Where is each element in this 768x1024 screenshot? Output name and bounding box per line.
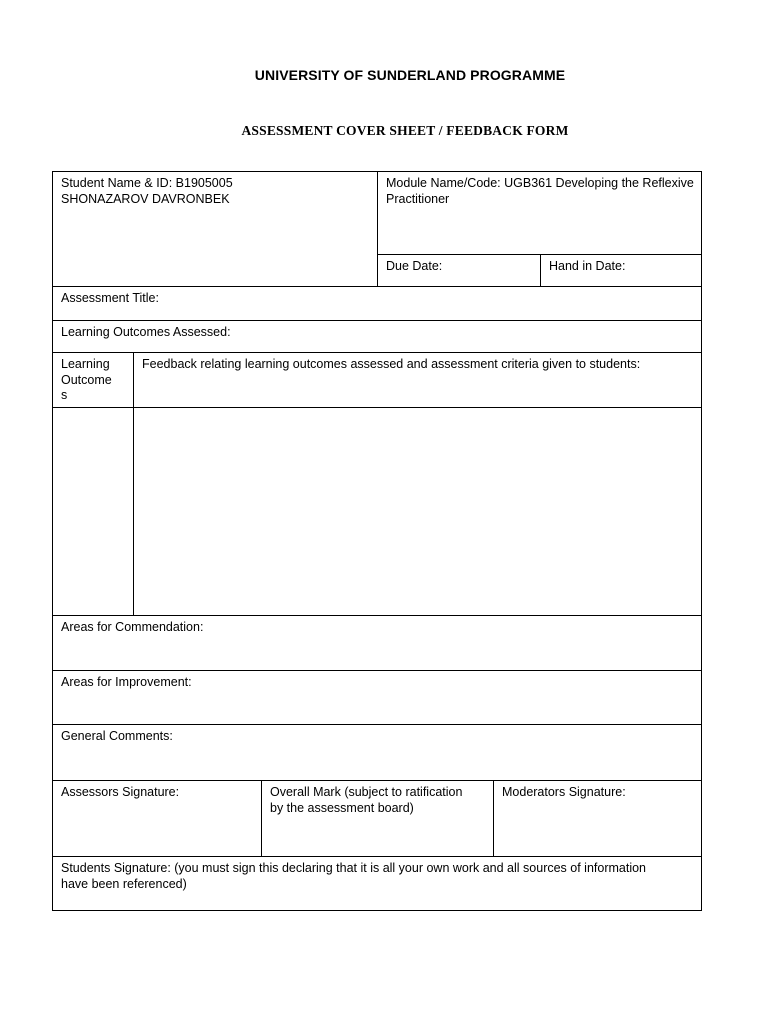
general-comments-label: General Comments: <box>61 729 173 743</box>
learning-outcomes-entry-cell[interactable] <box>53 408 133 615</box>
student-cell <box>53 172 377 286</box>
student-name: SHONAZAROV DAVRONBEK <box>61 191 230 206</box>
students-signature-label: Students Signature: (you must sign this declaring that it is all your own work and all sources of information have been referenced) <box>61 861 647 891</box>
areas-for-improvement-cell <box>53 671 702 724</box>
hand-in-date-cell <box>541 255 702 286</box>
areas-for-commendation-cell <box>53 616 702 670</box>
student-id: B1905005 <box>175 176 233 190</box>
areas-for-improvement-label: Areas for Improvement: <box>61 675 192 689</box>
feedback-label: Feedback relating learning outcomes assessed and assessment criteria given to students: <box>142 357 641 371</box>
due-date-cell <box>378 255 540 286</box>
document-subtitle: ASSESSMENT COVER SHEET / FEEDBACK FORM <box>241 123 569 138</box>
feedback-form-table <box>52 171 702 911</box>
learning-outcomes-assessed-label: Learning Outcomes Assessed: <box>61 325 231 339</box>
moderators-signature-cell <box>494 781 702 856</box>
overall-mark-cell <box>262 781 493 856</box>
overall-mark-label: Overall Mark (subject to ratification by the assessment board) <box>270 785 463 815</box>
assessors-signature-cell <box>53 781 261 856</box>
document-title: UNIVERSITY OF SUNDERLAND PROGRAMME <box>254 67 566 83</box>
due-date-label: Due Date: <box>386 259 443 273</box>
learning-outcomes-assessed-cell <box>53 321 702 352</box>
moderators-signature-label: Moderators Signature: <box>502 785 626 799</box>
module-label: Module Name/Code: <box>386 176 501 190</box>
general-comments-cell <box>53 725 702 780</box>
areas-for-commendation-label: Areas for Commendation: <box>61 620 204 634</box>
assessors-signature-label: Assessors Signature: <box>61 785 180 799</box>
feedback-entry-cell[interactable] <box>134 408 702 615</box>
feedback-header-cell <box>134 353 702 407</box>
learning-outcomes-label: Learning Outcomes <box>61 357 112 402</box>
learning-outcomes-header-cell <box>53 353 125 407</box>
hand-in-date-label: Hand in Date: <box>549 259 626 273</box>
assessment-title-label: Assessment Title: <box>61 291 159 305</box>
module-value: UGB361 Developing the Reflexive Practitioner <box>386 176 694 206</box>
student-label: Student Name & ID: <box>61 176 173 190</box>
assessment-title-cell <box>53 287 702 320</box>
students-signature-cell <box>53 857 702 911</box>
module-cell <box>378 172 702 254</box>
